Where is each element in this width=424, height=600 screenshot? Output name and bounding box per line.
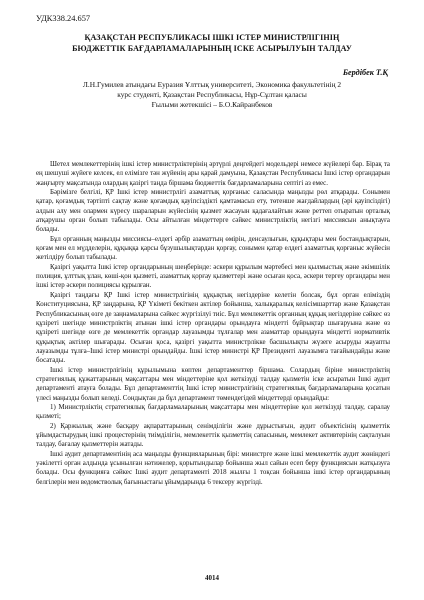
list-item-paragraph: 2) Қаржылық және басқару ақпараттарының сенімділігін және дұрыстығын, аудит объектісінің қызметтік ұйымдастырудың ішкі процестерінің тиімділігін, мемлекеттік қызметтің сапасының, мемлекет активтерінің сақталуын талдау, бағалау қызметтерін жатады.: [36, 422, 390, 449]
paragraph: Шетел мемлекеттерінің ішкі істер министрліктерінің әртүрлі деңгейдегі модельдері немесе жүйелері бар. Бірақ та ең шешуші жүйеге келсек, ел елімізге тән жүйенің ары қарай дамуына, Қазақстан Республикасы Ішкі істер органдарын жаңғырту мақсатында олардың қазіргі таңда біршама бюджеттік бағдарламаларына септігі аз емес.: [36, 161, 390, 187]
affiliation-block: [36, 80, 388, 110]
paper-title: [34, 33, 390, 54]
affiliation-line: Ғылыми жетекшісі – Б.О.Кайранбеков: [151, 100, 273, 109]
affiliation-line: курс студенті, Қазақстан Республикасы, Нұр-Сұлтан қаласы: [117, 90, 307, 99]
paragraph: Қазіргі уақытта Ішкі істер органдарының шеңберінде: әскери құрылым мәртебесі мен қылмыстық және әкімшілік полиция, ұлттық ұлан, көші-қон қызметі, азаматтық қорғау қызметтері және осыған қоса, әскери тергеу органдары мен ішкі істер әскери полициясы құрылған.: [36, 263, 390, 290]
udk-code: УДК338.24.657: [36, 14, 91, 23]
paragraph: Ішкі істер министрлігінің құрылымына көптен департаменттер біршама. Солардың біріне министрліктің стратегиялық құжаттарының мақсаттары мен міндеттеріне қол жеткізуді талдау қызметін іске асыратын Ішкі аудит департаменті атауға болады. Бұл департаменттің Ішкі істер министрлігінің стратегиялық бағдарламаларына қосатын үлесі маңызды болып келеді. Сондықтан да бұл департамент төмендегідей міндеттерді орындайды:: [36, 366, 390, 402]
title-line: ҚАЗАҚСТАН РЕСПУБЛИКАСЫ ІШКІ ІСТЕР МИНИСТРЛІГІНІҢ: [84, 33, 340, 42]
page-number: 4014: [205, 574, 219, 582]
paragraph: Бұл органның маңызды миссиясы–елдегі әрбір азаматтың өмірін, денсаулығын, құқықтары мен бостандықтарын, қоғам мен ел мүдделерін, құқыққа қарсы бұзушылықтардан қорғау, сонымен қатар елдегі азаматтық қорғаныс жүйесін жетілдіру болып табылады.: [36, 235, 390, 262]
paragraph: Ішкі аудит департаментінің аса маңызды функцияларының бірі: министрге және ішкі мемлекеттік аудит жөніндегі уәкілетті орган алдында ұсынылған нәтижелер, қорытындылар бойынша жыл сайын есеп беру функциясын жатқызуға болады. Осы функцияға сәйкес Ішкі аудит департаменті 2018 жылғы 1 тоқсан бойынша ішкі істер органдарының белгілерін мен ведомстволық бағыныстағы ұйымдарында 6 тексеру жүргізді.: [36, 450, 390, 486]
affiliation-line: Л.Н.Гумилев атындағы Еуразия Ұлттық университеті, Экономика факультетінің 2: [82, 80, 342, 89]
paragraph: Қазіргі таңдағы ҚР Ішкі істер министрлігінің құқықтық негіздеріне келетін болсақ, бұл орган еліміздің Конституциясына, ҚР заңдарына, ҚР Үкіметі бекіткен актілер бойынша, халықаралық келісімшарттар және Қазақстан Республикасының өзге де заңнамаларына сәйкес жүргізілуі тиіс. Бұл мемлекеттік органның құқық негіздеріне сәйкес өз құзіреті шегінде министрліктің атынан ішкі істер органдары орындауға міндетті бұйрықтар шығаруына және өз құзіреті шегінде өзге де мемлекеттік органдар лауазымды тұлғалар мен азаматтар орындауға міндетті нормативтік құқықтық актілер шығарады. Осыған қоса, қазіргі уақытта министрлікке басшылықты жүзеге асыруды жауапты лауазымды тұлға–Ішкі істер министрі орындайды. Ішкі істер министрі ҚР Президенті лауазымға тағайындайды және босатады.: [36, 291, 390, 365]
author-name: Бердібек Т.Қ: [342, 68, 388, 77]
paragraph: Бәрімізге белгілі, ҚР Ішкі істер министрлігі азаматтық қорғаныс саласында маңызды рөл атқарады. Сонымен қатар, қоғамдық тәртіпті сақтау және қоғамдық қауіпсіздікті қамтамасыз ету, төтенше жағдайлардың (әрі қауіпсіздігі) алдын алу мен олармен күресу шараларын жүйесінің қызмет жасауын қадағалайтын және реттеп отыратын орталық атқарушы орган болып табылады. Осы айтылған міндеттерге сәйкес министрліктің негізгі миссиясын анықтауға болады.: [36, 189, 390, 234]
body-text: [36, 160, 390, 487]
title-line: БЮДЖЕТТІК БАҒДАРЛАМАЛАРЫНЫҢ ІСКЕ АСЫРЫЛУЫН ТАЛДАУ: [72, 43, 352, 53]
list-item-paragraph: 1) Министрліктің стратегиялық бағдарламаларының мақсаттары мен міндеттеріне қол жеткізуді талдау, саралау қызметі;: [36, 403, 390, 421]
